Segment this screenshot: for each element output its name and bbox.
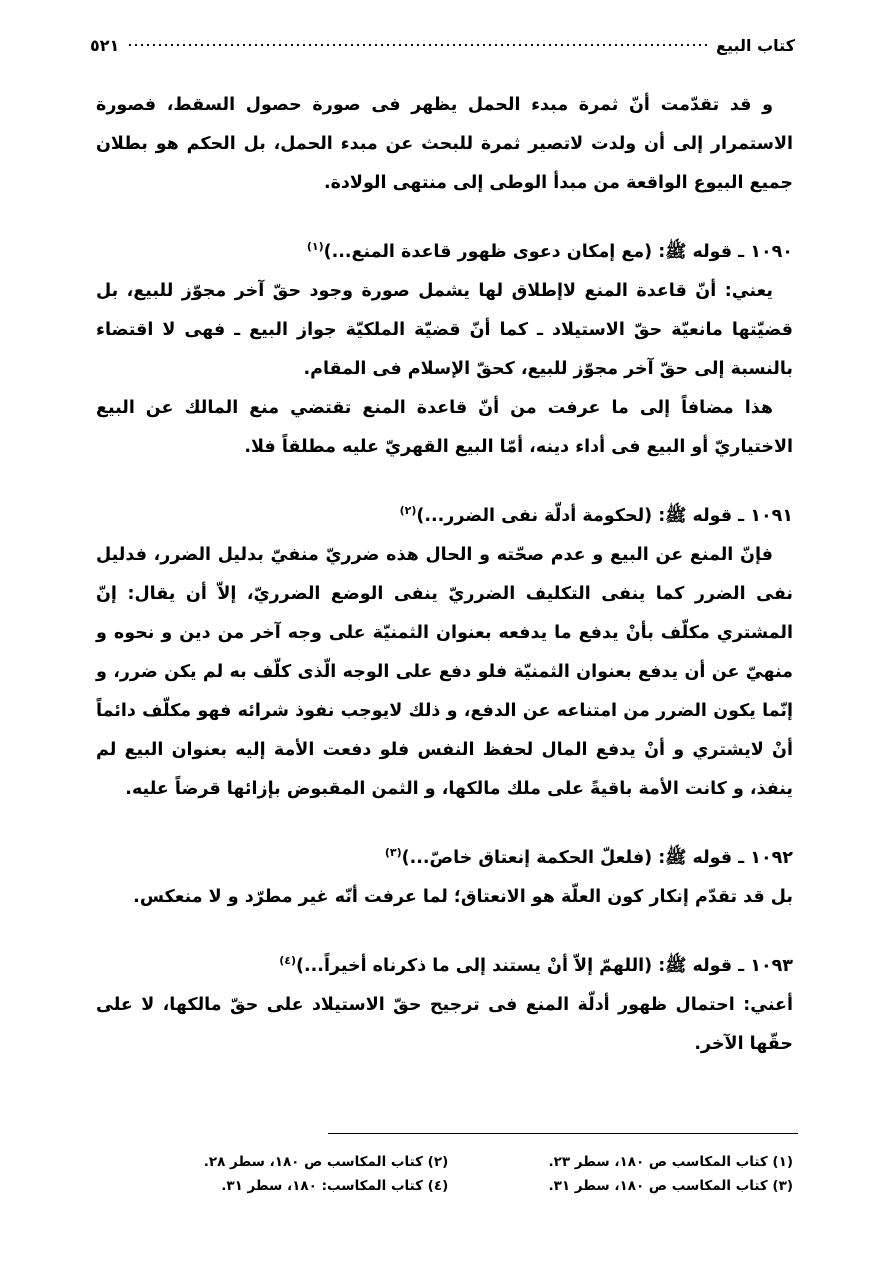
paragraph: هذا مضافاً إلى ما عرفت من أنّ قاعدة المنع تقتضي منع المالك عن البيع الاختياريّ أو البيع فى أداء دينه، أمّا البيع القهريّ عليه مطلقاً فلا. xyxy=(96,398,793,457)
footnote: (١) كتاب المكاسب ص ١٨٠، سطر ٢٣. xyxy=(548,1154,793,1170)
footnote: (٢) كتاب المكاسب ص ١٨٠، سطر ٢٨. xyxy=(203,1154,449,1170)
footnote-ref: (١) xyxy=(306,240,324,254)
intro-paragraph xyxy=(96,86,793,203)
footnote: (٣) كتاب المكاسب ص ١٨٠، سطر ٣١. xyxy=(548,1178,793,1194)
footnotes xyxy=(130,1150,793,1198)
main-text xyxy=(96,86,793,1064)
paragraph: بل قد تقدّم إنكار كون العلّة هو الانعتاق؛ لما عرفت أنّه غير مطرّد و لا منعكس. xyxy=(133,887,793,907)
section-1090 xyxy=(96,233,793,467)
leader-dots xyxy=(127,44,708,46)
section-1091 xyxy=(96,497,793,809)
section-heading: ١٠٩٠ ـ قوله ﷺ: (مع إمكان دعوى ظهور قاعدة المنع...)$^{(١)}$ xyxy=(306,240,793,262)
section-heading: ١٠٩٣ ـ قوله ﷺ: (اللهمّ إلاّ أنْ يستند إلى ما ذكرناه أخيراً...)$^{(٤)}$ xyxy=(279,954,793,976)
section-1093 xyxy=(96,947,793,1064)
footnote-row xyxy=(130,1150,793,1174)
section-1092 xyxy=(96,839,793,917)
running-header xyxy=(90,30,795,60)
paragraph: و قد تقدّمت أنّ ثمرة مبدء الحمل يظهر فى صورة حصول السقط، فصورة الاستمرار إلى أن ولدت لاتصير ثمرة للبحث عن مبدء الحمل، بل الحكم هو بطلان جميع البيوع الواقعة من مبدأ الوطى إلى منتهى الولادة. xyxy=(96,95,793,193)
footnote-ref: (٤) xyxy=(279,954,296,968)
paragraph: أعني: احتمال ظهور أدلّة المنع فى ترجيح حقّ الاستيلاد على حقّ مالكها، لا على حقّها الآخر. xyxy=(96,995,793,1054)
footnote-ref: (٢) xyxy=(399,504,417,518)
section-heading: ١٠٩١ ـ قوله ﷺ: (لحكومة أدلّة نفى الضرر...)$^{(٢)}$ xyxy=(399,504,793,526)
page-number: ٥٢١ xyxy=(90,35,120,55)
footnote-ref: (٣) xyxy=(384,846,402,860)
book-title: كتاب البيع xyxy=(716,35,795,55)
paragraph: فإنّ المنع عن البيع و عدم صحّته و الحال هذه ضرريّ منفيّ بدليل الضرر، فدليل نفى الضرر كما ينفى التكليف الضرريّ ينفى الوضع الضرريّ، إلاّ أن يقال: إنّ المشتري مكلّف بأنْ يدفع ما يدفعه بعنوان الثمنيّة على وجه آخر من دين و نحوه و منهيّ عن أن يدفع بعنوان الثمنيّة فلو دفع على الوجه الّذى كلّف به لم يكن ضرر، و إنّما يكون الضرر من امتناعه عن الدفع، و ذلك لايوجب نفوذ شرائه فهو مكلّف دائماً أنْ لايشتري و أنْ يدفع المال لحفظ النفس فلو دفعت الأمة إليه بعنوان البيع لم ينفذ، و كانت الأمة باقيةً على ملك مالكها، و الثمن المقبوض بإزائها قرضاً عليه. xyxy=(96,545,793,799)
footnote-row xyxy=(130,1174,793,1198)
footnote: (٤) كتاب المكاسب: ١٨٠، سطر ٣١. xyxy=(221,1178,449,1194)
section-heading: ١٠٩٢ ـ قوله ﷺ: (فلعلّ الحكمة إنعتاق خاصّ...)$^{(٣)}$ xyxy=(384,846,793,868)
footnote-separator xyxy=(328,1133,798,1134)
paragraph: يعني: أنّ قاعدة المنع لاإطلاق لها يشمل صورة وجود حقّ آخر مجوّز للبيع، بل قضيّتها مانعيّة حقّ الاستيلاد ـ كما أنّ قضيّة الملكيّة جواز البيع ـ فهى لا اقتضاء بالنسبة إلى حقّ آخر مجوّز للبيع، كحقّ الإسلام فى المقام. xyxy=(96,281,793,379)
